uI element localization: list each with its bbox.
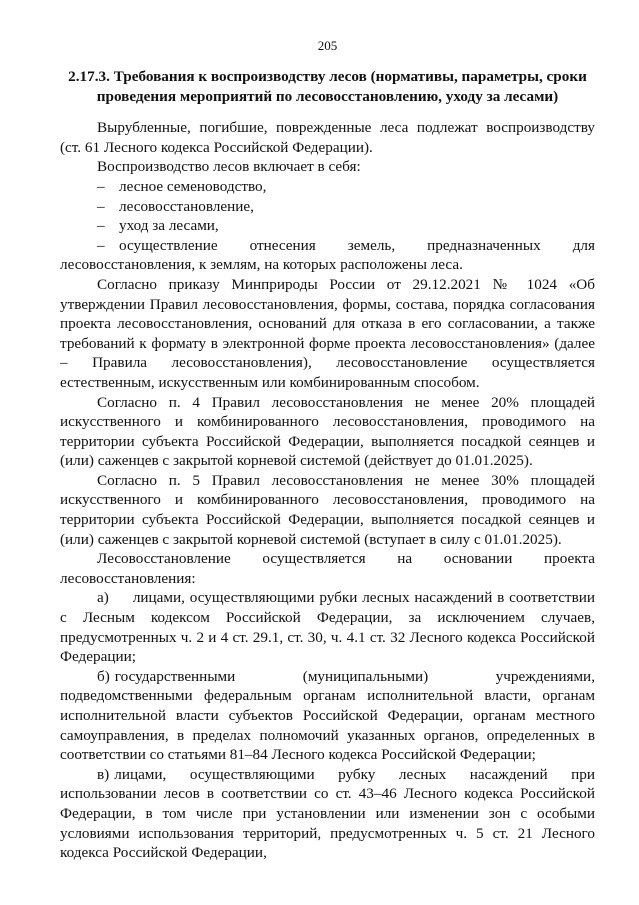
document-page bbox=[60, 38, 595, 863]
dash-marker: – bbox=[97, 197, 105, 215]
list-item-text: лицами, осуществляющими рубку лесных насаждений при использовании лесов в соответствии со ст. 43–46 Лесного кодекса Российской Федерации, в том числе при установлении или изменении зон с особыми условиями использования территорий, предусмотренных ч. 5 ст. 21 Лесного кодекса Российской Федерации, bbox=[60, 765, 595, 862]
dash-marker: – bbox=[97, 217, 105, 235]
list-item-text: лесное семеноводство, bbox=[119, 177, 267, 195]
letter-marker: в) bbox=[97, 765, 110, 783]
letter-marker: а) bbox=[97, 589, 109, 607]
section-heading: 2.17.3. Требования к воспроизводству лесов (нормативы, параметры, сроки проведения мероприятий по лесовосстановлению, уходу за лесами) bbox=[68, 68, 587, 105]
paragraph-reproduction-includes: Воспроизводство лесов включает в себя: bbox=[97, 158, 361, 176]
letter-marker: б) bbox=[97, 667, 110, 685]
list-item bbox=[60, 765, 595, 863]
dash-marker: – bbox=[97, 236, 105, 254]
list-item bbox=[60, 667, 595, 765]
paragraph-reproduction-obligation: Вырубленные, погибшие, поврежденные леса подлежат воспроизводству (ст. 61 Лесного кодекса Российской Федерации). bbox=[60, 119, 595, 156]
list-item-text: осуществление отнесения земель, предназначенных для bbox=[119, 236, 595, 254]
page-number: 205 bbox=[317, 38, 338, 53]
list-item-text: лесовосстановление, bbox=[119, 197, 254, 215]
list-item bbox=[60, 197, 595, 217]
list-item-text: государственными (муниципальными) учреждениями, подведомственными федеральным органам исполнительной власти, органам исполнительной власти субъектов Российской Федерации, органам местного самоуправления, в пределах полномочий указанных органов, определенных в соответствии со статьями 81–84 Лесного кодекса Российской Федерации; bbox=[60, 667, 595, 764]
list-item-text: лицами, осуществляющими рубки лесных насаждений в соответствии с Лесным кодексом Российской Федерации, за исключением случаев, предусмотренных ч. 2 и 4 ст. 29.1, ст. 30, ч. 4.1 ст. 32 Лесного кодекса Российской Федерации; bbox=[60, 589, 595, 666]
paragraph-rule-point-4: Согласно п. 4 Правил лесовосстановления не менее 20% площадей искусственного и комбинированного лесовосстановления, проводимого на территории субъекта Российской Федерации, выполняется посадкой сеянцев и (или) саженцев с закрытой корневой системой (действует до 01.01.2025). bbox=[60, 393, 595, 470]
paragraph-rule-point-5: Согласно п. 5 Правил лесовосстановления не менее 30% площадей искусственного и комбинированного лесовосстановления, проводимого на территории субъекта Российской Федерации, выполняется посадкой сеянцев и (или) саженцев с закрытой корневой системой (вступает в силу с 01.01.2025). bbox=[60, 471, 595, 548]
list-item bbox=[60, 236, 595, 256]
paragraph-project-basis: Лесовосстановление осуществляется на основании проекта лесовосстановления: bbox=[60, 550, 595, 587]
list-item bbox=[60, 177, 595, 197]
list-item-text: уход за лесами, bbox=[119, 217, 219, 235]
dash-marker: – bbox=[97, 177, 105, 195]
list-item bbox=[60, 588, 595, 666]
list-item-continuation: лесовосстановления, к землям, на которых расположены леса. bbox=[60, 256, 463, 274]
paragraph-order-1024: Согласно приказу Минприроды России от 29.12.2021 № 1024 «Об утверждении Правил лесовосстановления, формы, состава, порядка согласования проекта лесовосстановления, оснований для отказа в его согласовании, а также требований к формату в электронной форме проекта лесовосстановления» (далее – Правила лесовосстановления), лесовосстановление осуществляется естественным, искусственным или комбинированным способом. bbox=[60, 275, 595, 391]
list-item bbox=[60, 216, 595, 236]
